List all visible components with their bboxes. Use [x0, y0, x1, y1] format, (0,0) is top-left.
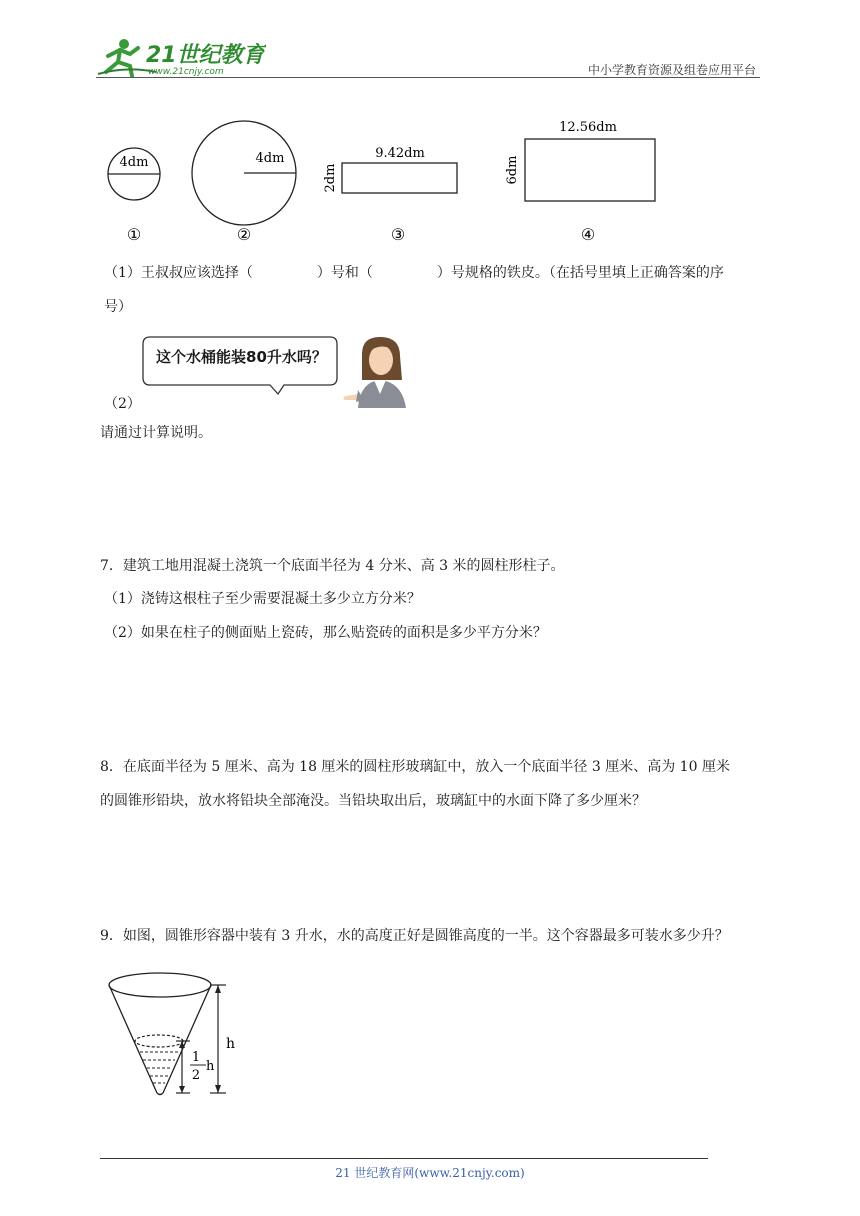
- bubble-text: 这个水桶能装80升水吗？: [156, 348, 327, 366]
- svg-text:6dm: 6dm: [505, 155, 520, 185]
- figure-2-circle: [192, 121, 296, 244]
- svg-text:2: 2: [191, 1068, 201, 1083]
- svg-text:④: ④: [580, 225, 596, 244]
- q6-part2-label: （2）: [104, 396, 141, 412]
- q7-part1: （1）浇铸这根柱子至少需要混凝土多少立方分米？: [104, 591, 421, 607]
- svg-text:2dm: 2dm: [323, 163, 338, 193]
- q7-title: 7．建筑工地用混凝土浇筑一个底面半径为 4 分米、高 3 米的圆柱形柱子。: [100, 558, 565, 574]
- svg-text:h: h: [206, 1059, 215, 1074]
- figure-4-rectangle: [505, 120, 655, 244]
- q7-part2: （2）如果在柱子的侧面贴上瓷砖，那么贴瓷砖的面积是多少平方分米？: [104, 625, 547, 641]
- svg-text:1: 1: [191, 1050, 201, 1065]
- svg-text:h: h: [226, 1036, 236, 1052]
- figure-3-rectangle: [323, 146, 457, 244]
- q6-part1-line1: （1）王叔叔应该选择（ ）号和（ ）号规格的铁皮。（在括号里填上正确答案的序: [104, 265, 724, 281]
- q9-title: 9．如图，圆锥形容器中装有 3 升水，水的高度正好是圆锥高度的一半。这个容器最多可装水多少升？: [100, 928, 729, 944]
- q6-part1-line2: 号）: [104, 299, 132, 315]
- svg-text:③: ③: [390, 225, 406, 244]
- footer-divider: [100, 1158, 708, 1159]
- svg-text:4dm: 4dm: [119, 155, 149, 170]
- site-logo: [96, 36, 266, 80]
- svg-text:4dm: 4dm: [255, 151, 285, 166]
- cone-figure: [100, 968, 260, 1102]
- svg-text:12.56dm: 12.56dm: [559, 120, 617, 135]
- q8-line2: 的圆锥形铅块，放水将铅块全部淹没。当铅块取出后，玻璃缸中的水面下降了多少厘米？: [100, 793, 646, 809]
- q8-line1: 8．在底面半径为 5 厘米、高为 18 厘米的圆柱形玻璃缸中，放入一个底面半径 3 厘米、高为 10 厘米: [100, 759, 730, 775]
- platform-name: 中小学教育资源及组卷应用平台: [587, 63, 756, 77]
- header-divider: [96, 77, 760, 78]
- svg-text:②: ②: [236, 225, 252, 244]
- footer-link[interactable]: 21 世纪教育网(www.21cnjy.com): [335, 1166, 525, 1180]
- q6-part2-instruction: 请通过计算说明。: [100, 425, 212, 441]
- svg-text:21世纪教育: 21世纪教育: [146, 43, 265, 68]
- figure-1-circle: [108, 148, 160, 244]
- teacher-illustration: [340, 334, 412, 408]
- shape-figures: [100, 112, 670, 252]
- svg-text:9.42dm: 9.42dm: [375, 146, 425, 161]
- svg-text:①: ①: [126, 225, 142, 244]
- svg-text:www.21cnjy.com: www.21cnjy.com: [148, 67, 224, 77]
